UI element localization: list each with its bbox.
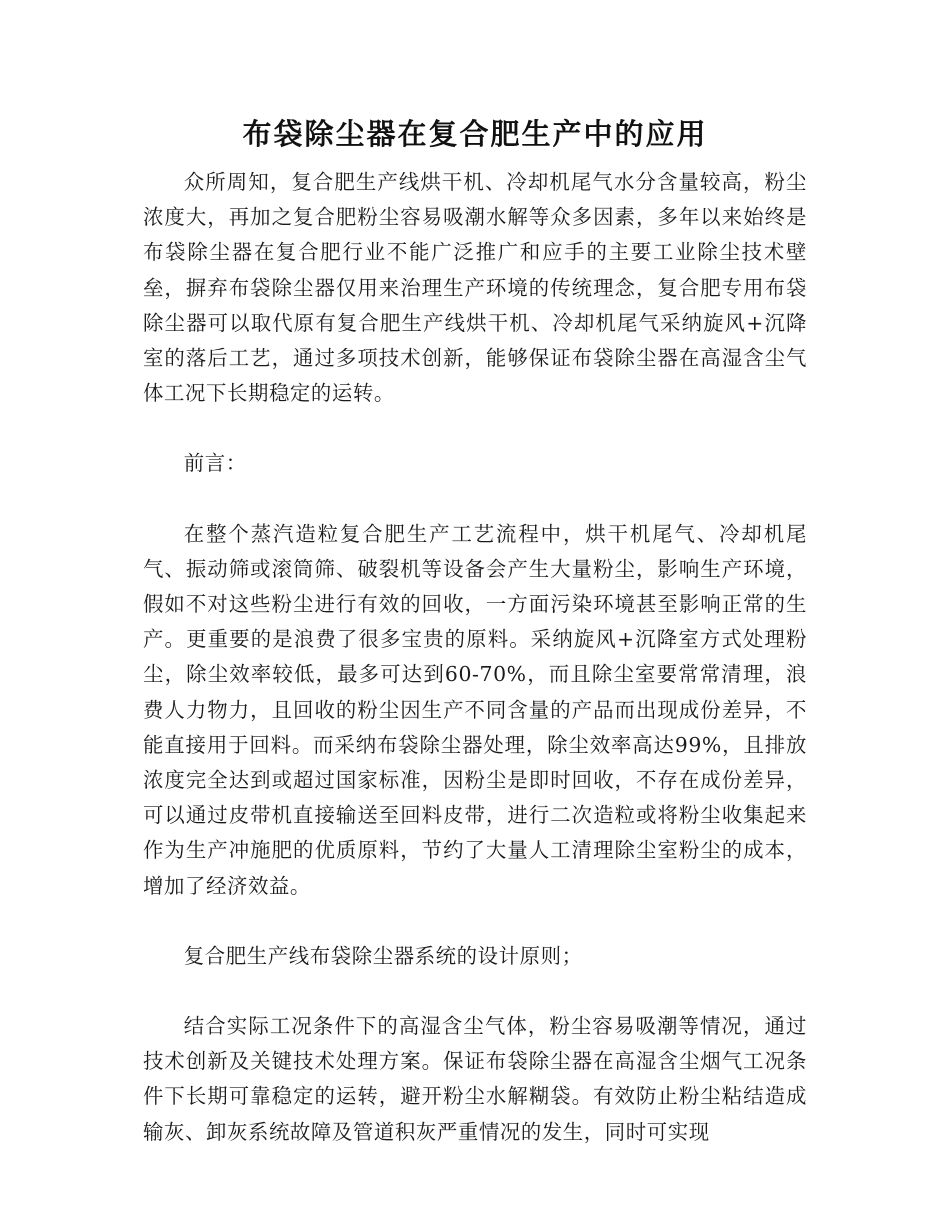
paragraph-gap: [143, 974, 807, 1009]
paragraph-gap: [143, 482, 807, 517]
heading-preface: 前言：: [183, 451, 247, 476]
paragraph-intro: 众所周知，复合肥生产线烘干机、冷却机尾气水分含量较高，粉尘浓度大，再加之复合肥粉尘容易吸潮水解等众多因素，多年以来始终是布袋除尘器在复合肥行业不能广泛推广和应手的主要工业除尘技术壁垒，摒弃布袋除尘器仅用来治理生产环境的传统理念，复合肥专用布袋除尘器可以取代原有复合肥生产线烘干机、冷却机尾气采纳旋风+沉降室的落后工艺，通过多项技术创新，能够保证布袋除尘器在高湿含尘气体工况下长期稳定的运转。: [143, 170, 807, 406]
paragraph-gap: [143, 904, 807, 939]
paragraph-gap: [143, 411, 807, 446]
heading-design-principles: 复合肥生产线布袋除尘器系统的设计原则；: [183, 943, 583, 968]
document-title: 布袋除尘器在复合肥生产中的应用: [242, 117, 708, 151]
paragraph-preface-body: 在整个蒸汽造粒复合肥生产工艺流程中，烘干机尾气、冷却机尾气、振动筛或滚筒筛、破裂机等设备会产生大量粉尘，影响生产环境，假如不对这些粉尘进行有效的回收，一方面污染环境甚至影响正常的生产。更重要的是浪费了很多宝贵的原料。采纳旋风+沉降室方式处理粉尘，除尘效率较低，最多可达到60-70%，而且除尘室要常常清理，浪费人力物力，且回收的粉尘因生产不同含量的产品而出现成份差异，不能直接用于回料。而采纳布袋除尘器处理，除尘效率高达99%，且排放浓度完全达到或超过国家标准，因粉尘是即时回收，不存在成份差异，可以通过皮带机直接输送至回料皮带，进行二次造粒或将粉尘收集起来作为生产冲施肥的优质原料，节约了大量人工清理除尘室粉尘的成本，增加了经济效益。: [143, 521, 807, 898]
paragraph-design-body: 结合实际工况条件下的高湿含尘气体，粉尘容易吸潮等情况，通过技术创新及关键技术处理方案。保证布袋除尘器在高湿含尘烟气工况条件下长期可靠稳定的运转，避开粉尘水解糊袋。有效防止粉尘粘结造成输灰、卸灰系统故障及管道积灰严重情况的发生，同时可实现: [143, 1014, 807, 1144]
document-body: [143, 165, 807, 1150]
